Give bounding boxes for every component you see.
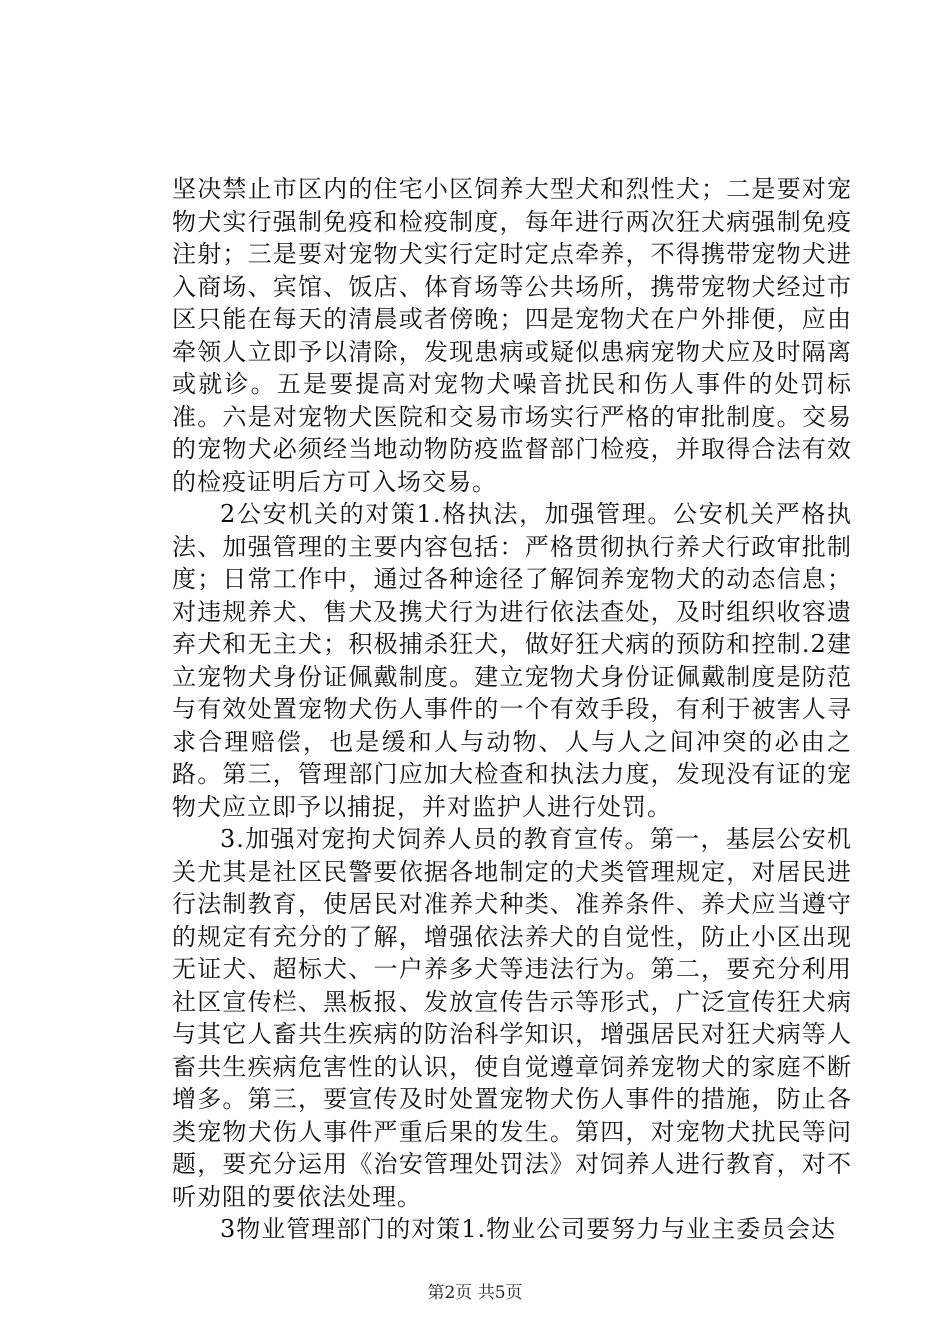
page-number-footer: 第2页 共5页 (427, 1283, 523, 1303)
paragraph-education-publicity: 3.加强对宠拘犬饲养人员的教育宣传。第一，基层公安机关尤其是社区民警要依据各地制定的犬类管理规定，对居民进行法制教育，使居民对准养犬种类、准养条件、养犬应当遵守的规定有充分的了解，增强依法养犬的自觉性，防止小区出现无证犬、超标犬、一户养多犬等违法行为。第二，要充分利用社区宣传栏、黑板报、发放宣传告示等形式，广泛宣传狂犬病与其它人畜共生疾病的防治科学知识，增强居民对狂犬病等人畜共生疾病危害性的认识，使自觉遵章饲养宠物犬的家庭不断增多。第三，要宣传及时处置宠物犬伤人事件的措施，防止各类宠物犬伤人事件严重后果的发生。第四，对宠物犬扰民等问题，要充分运用《治安管理处罚法》对饲养人进行教育，对不听劝阻的要依法处理。 (172, 825, 852, 1211)
paragraph-continuation: 坚决禁止市区内的住宅小区饲养大型犬和烈性犬；二是要对宠物犬实行强制免疫和检疫制度，每年进行两次狂犬病强制免疫注射；三是要对宠物犬实行定时定点牵养，不得携带宠物犬进入商场、宾馆、饭店、体育场等公共场所，携带宠物犬经过市区只能在每天的清晨或者傍晚；四是宠物犬在户外排便，应由牵领人立即予以清除，发现患病或疑似患病宠物犬应及时隔离或就诊。五是要提高对宠物犬噪音扰民和伤人事件的处罚标准。六是对宠物犬医院和交易市场实行严格的审批制度。交易的宠物犬必须经当地动物防疫监督部门检疫，并取得合法有效的检疫证明后方可入场交易。 (172, 175, 852, 496)
paragraph-property-management: 3物业管理部门的对策1.物业公司要努力与业主委员会达 (220, 1215, 837, 1243)
paragraph-police-measures: 2公安机关的对策1.格执法，加强管理。公安机关严格执法、加强管理的主要内容包括：严格贯彻执行养犬行政审批制度；日常工作中，通过各种途径了解饲养宠物犬的动态信息；对违规养犬、售犬及携犬行为进行依法查处，及时组织收容遗弃犬和无主犬；积极捕杀狂犬，做好狂犬病的预防和控制.2建立宠物犬身份证佩戴制度。建立宠物犬身份证佩戴制度是防范与有效处置宠物犬伤人事件的一个有效手段，有利于被害人寻求合理赔偿，也是缓和人与动物、人与人之间冲突的必由之路。第三，管理部门应加大检查和执法力度，发现没有证的宠物犬应立即予以捕捉，并对监护人进行处罚。 (172, 500, 852, 821)
document-body (172, 173, 852, 1246)
